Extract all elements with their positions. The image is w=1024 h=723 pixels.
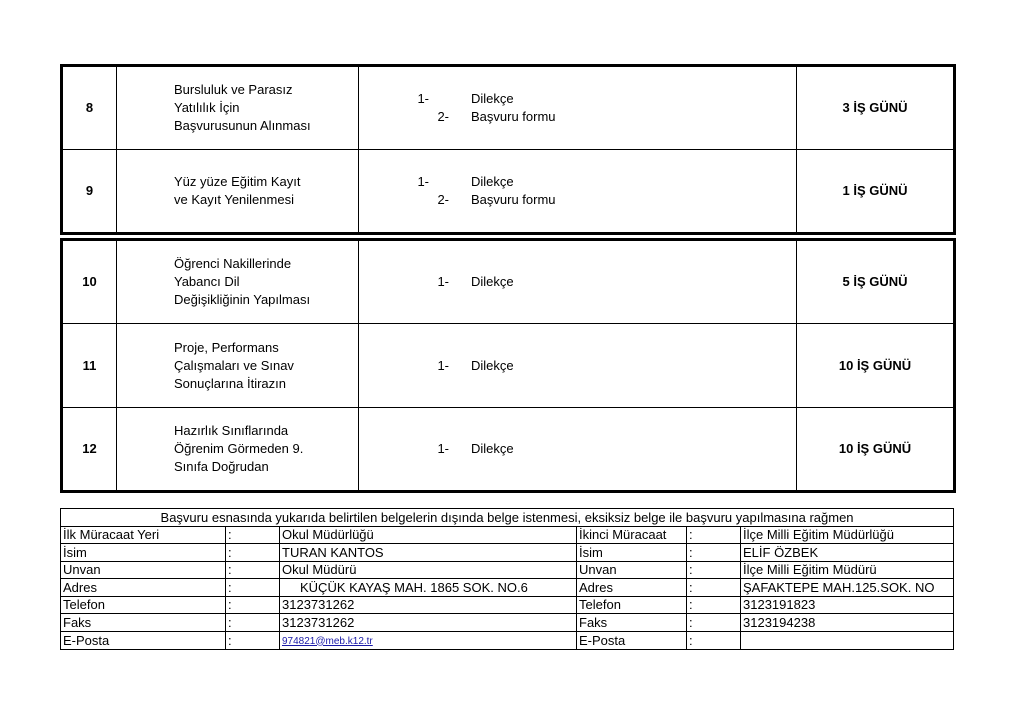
document-number: 1- (437, 357, 449, 373)
email-link[interactable]: 974821@meb.k12.tr (282, 635, 373, 647)
colon: : (687, 544, 741, 562)
service-name-line: Başvurusunun Alınması (174, 118, 311, 133)
contact-value-first (280, 631, 577, 649)
contact-intro-text: Başvuru esnasında yukarıda belirtilen belgelerin dışında belge istenmesi, eksiksiz belge ile başvuru yapılmasına rağmen (61, 509, 954, 527)
contact-label-second: Unvan (577, 561, 687, 579)
service-name-line: Hazırlık Sınıflarında (174, 423, 289, 438)
service-name (117, 150, 359, 234)
document-number: 1- (417, 91, 429, 106)
processing-time: 5 İŞ GÜNÜ (797, 240, 955, 324)
document-number: 1- (417, 174, 429, 189)
colon: : (226, 579, 280, 597)
service-table-bottom (60, 238, 956, 493)
colon: : (687, 596, 741, 614)
contact-row (61, 614, 954, 632)
service-number: 12 (62, 408, 117, 492)
service-name-line: Değişikliğinin Yapılması (174, 292, 311, 307)
contact-value-first: 3123731262 (280, 596, 577, 614)
colon: : (687, 561, 741, 579)
colon: : (687, 614, 741, 632)
service-number: 10 (62, 240, 117, 324)
required-documents (359, 150, 797, 234)
processing-time: 3 İŞ GÜNÜ (797, 66, 955, 150)
document-name: Dilekçe (471, 91, 514, 106)
contact-label-first: Telefon (61, 596, 226, 614)
contact-value-first: Okul Müdürü (280, 561, 577, 579)
colon: : (226, 596, 280, 614)
contact-value-first: Okul Müdürlüğü (280, 526, 577, 544)
document-number: 1- (437, 441, 449, 456)
service-name-line: Çalışmaları ve Sınav (174, 357, 294, 373)
service-table-top (60, 64, 956, 235)
service-row (62, 240, 955, 324)
document-number: 2- (437, 192, 449, 207)
service-name-line: Yabancı Dil (174, 274, 240, 289)
contact-value-second: ŞAFAKTEPE MAH.125.SOK. NO (741, 579, 954, 597)
contact-label-first: Unvan (61, 561, 226, 579)
service-name (117, 66, 359, 150)
contact-label-second: E-Posta (577, 631, 687, 649)
document-number: 1- (437, 274, 449, 289)
contact-label-second: Telefon (577, 596, 687, 614)
required-documents (359, 324, 797, 408)
contact-label-first: Adres (61, 579, 226, 597)
service-name-line: ve Kayıt Yenilenmesi (174, 192, 294, 207)
contact-intro-row (61, 509, 954, 527)
service-name-line: Yüz yüze Eğitim Kayıt (174, 174, 301, 189)
service-name-line: Bursluluk ve Parasız (174, 82, 293, 97)
service-row (62, 324, 955, 408)
service-row (62, 150, 955, 234)
document-item (359, 357, 796, 375)
processing-time: 10 İŞ GÜNÜ (797, 324, 955, 408)
service-name-line: Öğrenim Görmeden 9. (174, 441, 304, 456)
colon: : (687, 526, 741, 544)
required-documents (359, 66, 797, 150)
contact-label-first: İlk Müracaat Yeri (61, 526, 226, 544)
contact-value-second: İlçe Milli Eğitim Müdürü (741, 561, 954, 579)
document-name: Dilekçe (471, 174, 514, 189)
contact-value-second: ELİF ÖZBEK (741, 544, 954, 562)
colon: : (226, 544, 280, 562)
service-name-line: Proje, Performans (174, 339, 279, 355)
service-name-line: Yatılılık İçin (174, 100, 240, 115)
contact-row (61, 544, 954, 562)
processing-time: 1 İŞ GÜNÜ (797, 150, 955, 234)
contact-label-second: İkinci Müracaat (577, 526, 687, 544)
document-item (359, 108, 796, 126)
service-name (117, 408, 359, 492)
service-name-line: Öğrenci Nakillerinde (174, 256, 292, 271)
service-number: 11 (62, 324, 117, 408)
document-item (359, 173, 796, 191)
contact-row (61, 631, 954, 649)
contact-value-first: TURAN KANTOS (280, 544, 577, 562)
document-item (359, 191, 796, 209)
colon: : (687, 631, 741, 649)
document-item (359, 273, 796, 291)
contact-table (60, 508, 954, 650)
contact-row (61, 579, 954, 597)
required-documents (359, 240, 797, 324)
contact-row (61, 596, 954, 614)
service-name-line: Sonuçlarına İtirazın (174, 375, 287, 391)
colon: : (226, 561, 280, 579)
processing-time: 10 İŞ GÜNÜ (797, 408, 955, 492)
contact-value-second: 3123194238 (741, 614, 954, 632)
document-name: Dilekçe (471, 274, 514, 289)
colon: : (687, 579, 741, 597)
document-item (359, 440, 796, 458)
contact-label-first: E-Posta (61, 631, 226, 649)
contact-label-first: İsim (61, 544, 226, 562)
contact-label-first: Faks (61, 614, 226, 632)
contact-value-first: KÜÇÜK KAYAŞ MAH. 1865 SOK. NO.6 (280, 579, 577, 597)
service-name (117, 324, 359, 408)
document-number: 2- (437, 109, 449, 124)
contact-value-second: İlçe Milli Eğitim Müdürlüğü (741, 526, 954, 544)
contact-label-second: İsim (577, 544, 687, 562)
service-row (62, 66, 955, 150)
colon: : (226, 631, 280, 649)
service-number: 8 (62, 66, 117, 150)
required-documents (359, 408, 797, 492)
colon: : (226, 614, 280, 632)
service-name-line: Sınıfa Doğrudan (174, 459, 269, 474)
contact-value-second: 3123191823 (741, 596, 954, 614)
contact-row (61, 526, 954, 544)
document-name: Dilekçe (471, 357, 514, 373)
contact-label-second: Adres (577, 579, 687, 597)
colon: : (226, 526, 280, 544)
document-name: Başvuru formu (471, 192, 556, 207)
contact-value-second (741, 631, 954, 649)
document-name: Dilekçe (471, 441, 514, 456)
service-number: 9 (62, 150, 117, 234)
document-item (359, 90, 796, 108)
service-name (117, 240, 359, 324)
contact-value-first: 3123731262 (280, 614, 577, 632)
document-name: Başvuru formu (471, 109, 556, 124)
contact-row (61, 561, 954, 579)
service-row (62, 408, 955, 492)
contact-label-second: Faks (577, 614, 687, 632)
